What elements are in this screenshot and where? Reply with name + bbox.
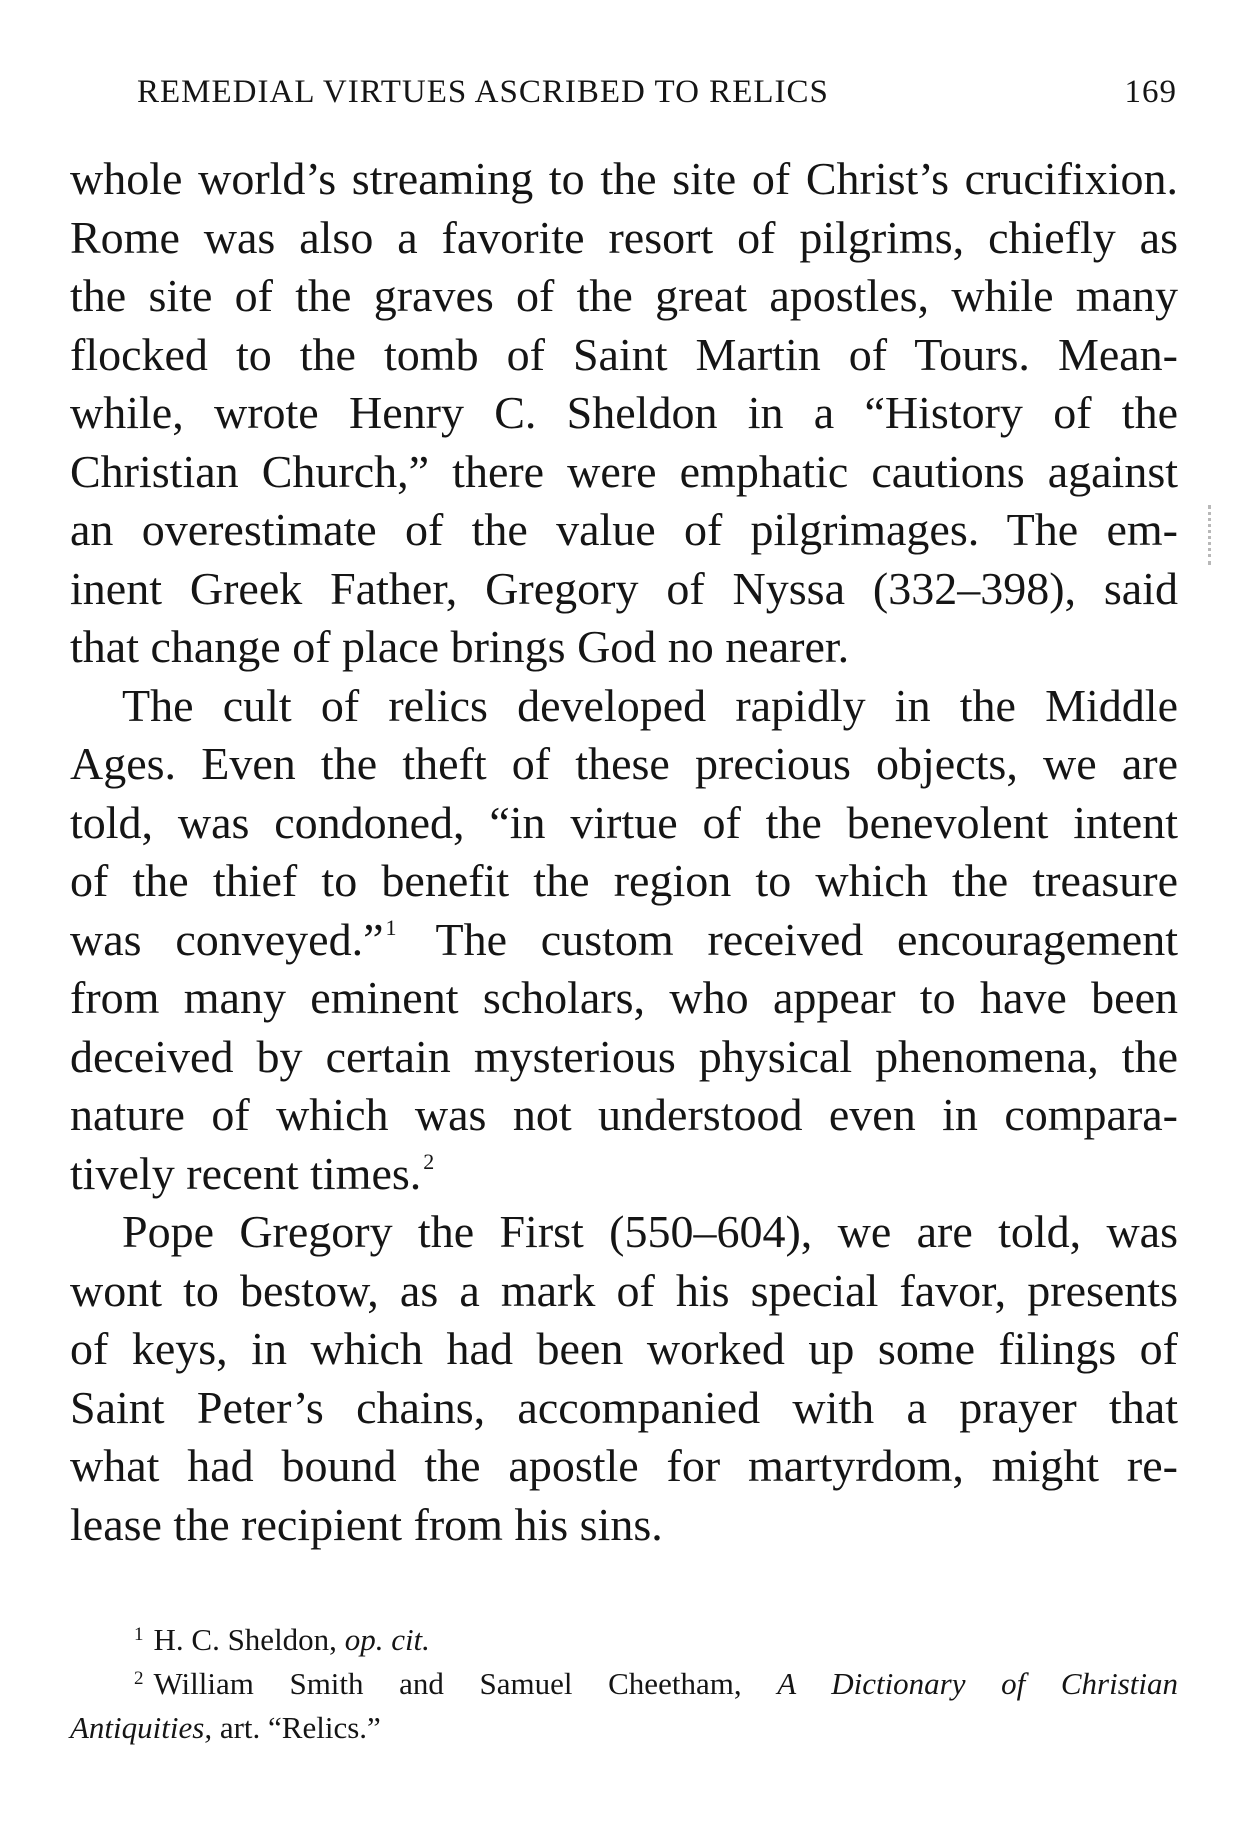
text-line: Ages. Even the theft of these precious objects, we are	[70, 738, 1178, 789]
text-line: whole world’s streaming to the site of Christ’s crucifixion.	[70, 153, 1178, 204]
footnote-2	[70, 1662, 1178, 1706]
footnote-author: H. C. Sheldon,	[153, 1622, 337, 1657]
text-line: of the thief to benefit the region to which the treasure	[70, 855, 1178, 906]
text-line	[70, 911, 1178, 970]
text-line: of keys, in which had been worked up some filings of	[70, 1323, 1178, 1374]
paragraph-2	[70, 677, 1178, 1204]
text-line: nature of which was not understood even in compara-	[70, 1089, 1178, 1140]
text-line: while, wrote Henry C. Sheldon in a “History of the	[70, 387, 1178, 438]
footnote-article: art. “Relics.”	[219, 1710, 381, 1745]
paragraph-1	[70, 150, 1178, 677]
footnote-mark: 2	[134, 1668, 144, 1689]
footnote-authors: William Smith and Samuel Cheetham,	[153, 1666, 742, 1701]
text-line: that change of place brings God no nearer.	[70, 621, 850, 672]
footnote-title: Antiquities,	[70, 1710, 213, 1745]
text-line: from many eminent scholars, who appear to have been	[70, 972, 1178, 1023]
text-line: lease the recipient from his sins.	[70, 1498, 663, 1550]
text-line: wont to bestow, as a mark of his special favor, presents	[70, 1264, 1178, 1316]
footnote-title: A Dictionary of Christian	[777, 1666, 1178, 1701]
text-line	[70, 1145, 1178, 1204]
text-line: Rome was also a favorite resort of pilgrims, chiefly as	[70, 211, 1178, 263]
text-line: told, was condoned, “in virtue of the benevolent intent	[70, 796, 1178, 848]
text-line: an overestimate of the value of pilgrimages. The em-	[70, 504, 1178, 555]
text-line: deceived by certain mysterious physical phenomena, the	[70, 1030, 1178, 1082]
paragraph-3	[70, 1203, 1178, 1554]
text-line: the site of the graves of the great apostles, while many	[70, 270, 1178, 321]
footnote-2-continued	[70, 1706, 1178, 1750]
running-head-title: REMEDIAL VIRTUES ASCRIBED TO RELICS	[137, 74, 829, 110]
footnote-ref-2[interactable]: 2	[423, 1148, 435, 1174]
text-segment: was conveyed.”	[70, 913, 384, 965]
footnote-1	[70, 1618, 1178, 1662]
footnote-mark: 1	[134, 1624, 144, 1645]
text-segment: The custom received encouragement	[435, 913, 1178, 965]
page-number: 169	[1124, 74, 1177, 110]
text-line: Pope Gregory the First (550–604), we are told, was	[122, 1206, 1178, 1257]
text-line: Christian Church,” there were emphatic cautions against	[70, 445, 1178, 497]
text-line: inent Greek Father, Gregory of Nyssa (332–398), said	[70, 562, 1178, 614]
text-line: what had bound the apostle for martyrdom, might re-	[70, 1440, 1178, 1491]
body-text	[70, 150, 1178, 1554]
footnote-ref-1[interactable]: 1	[385, 914, 397, 940]
text-line: The cult of relics developed rapidly in the Middle	[122, 679, 1178, 731]
footnote-cite: op. cit.	[344, 1622, 430, 1657]
footnotes	[70, 1618, 1178, 1750]
text-segment: tively recent times.	[70, 1147, 422, 1199]
text-line: flocked to the tomb of Saint Martin of Tours. Mean-	[70, 328, 1178, 380]
margin-specks	[1208, 505, 1215, 565]
text-line: Saint Peter’s chains, accompanied with a prayer that	[70, 1381, 1178, 1433]
